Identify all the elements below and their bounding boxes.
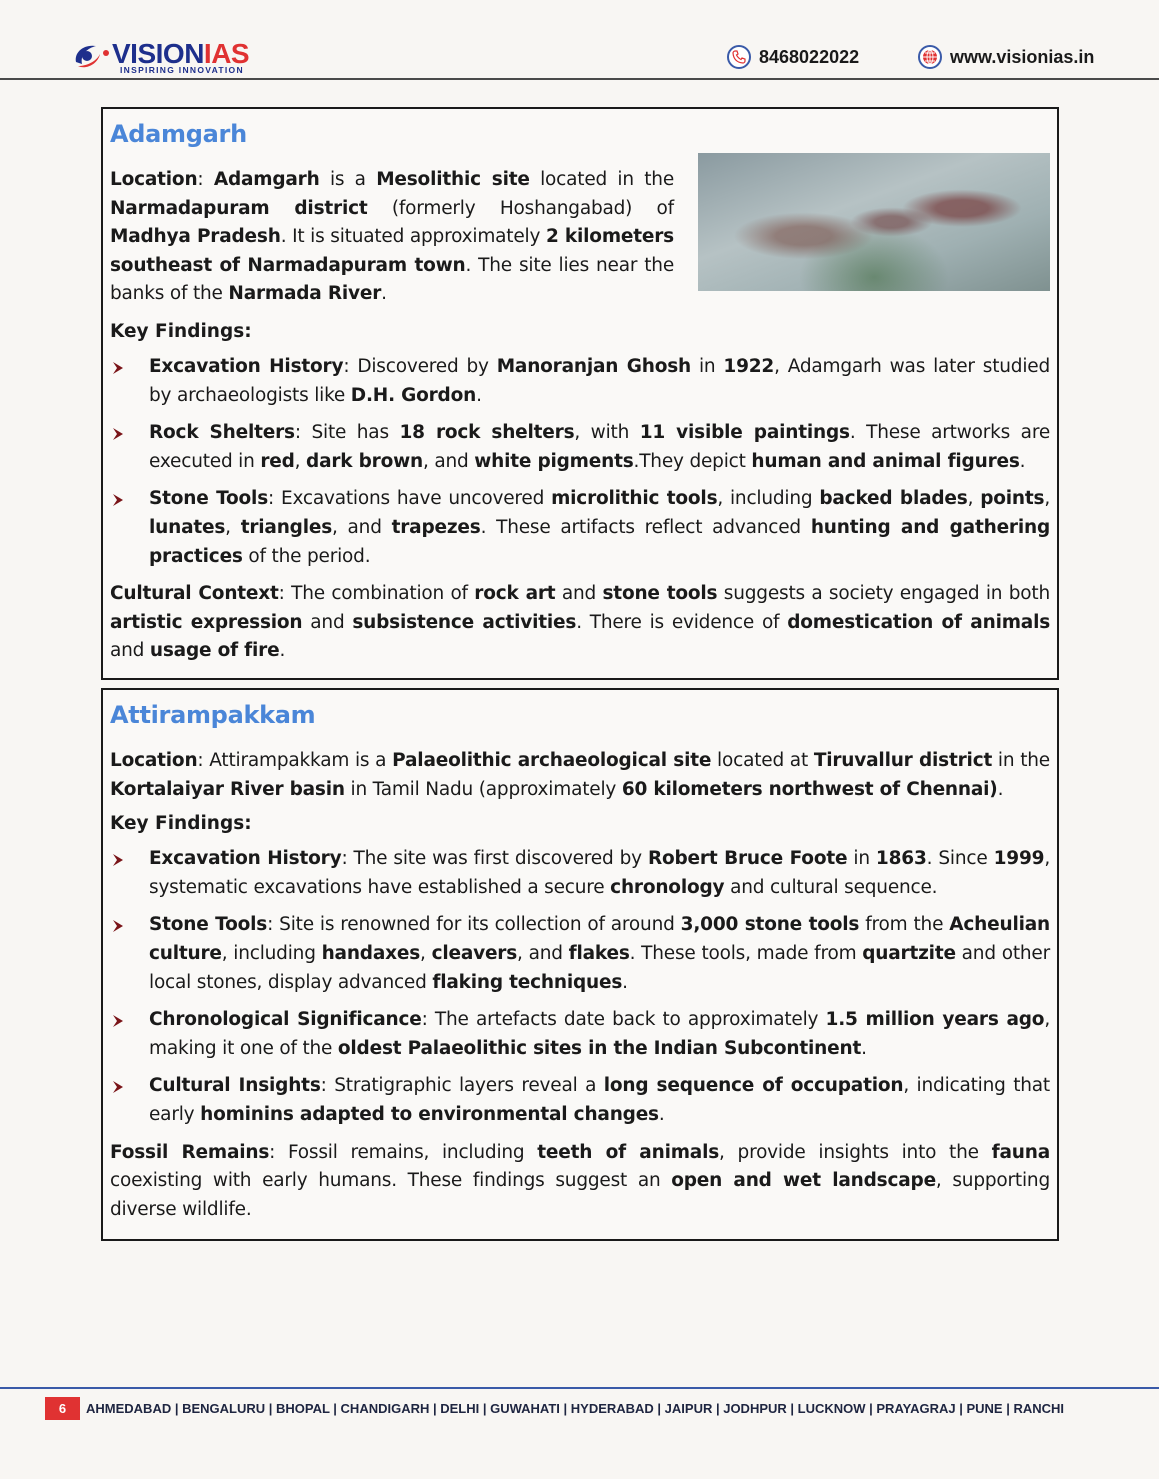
- logo-main-text: VISION: [112, 38, 204, 69]
- finding-item: [110, 845, 1050, 902]
- findings-list: [110, 845, 1050, 1129]
- logo-accent-text: IAS: [203, 38, 250, 69]
- section-title: Adamgarh: [110, 120, 247, 148]
- finding-item: [110, 419, 1050, 476]
- website-link[interactable]: www.visionias.in: [950, 46, 1095, 67]
- phone-icon: [727, 45, 751, 69]
- chevron-bullet-icon: [112, 1081, 124, 1093]
- finding-item: [110, 1072, 1050, 1129]
- chevron-bullet-icon: [112, 920, 124, 932]
- website-contact[interactable]: [918, 45, 1094, 69]
- finding-item: [110, 485, 1050, 571]
- finding-text: Cultural Insights: Stratigraphic layers reveal a long sequence of occupation, indicating that early hominins adapted to environmental changes.: [149, 1075, 1050, 1125]
- finding-text: Stone Tools: Site is renowned for its collection of around 3,000 stone tools from the Acheulian culture, including handaxes, cleavers, and flakes. These tools, made from quartzite and other local stones, display advanced flaking techniques.: [149, 914, 1050, 993]
- chevron-bullet-icon: [112, 428, 124, 440]
- location-text: : Attirampakkam is a Palaeolithic archaeological site located at Tiruvallur district in the Kortalaiyar River basin in Tamil Nadu (approximately 60 kilometers northwest of Chennai).: [110, 750, 1050, 800]
- finding-text: Excavation History: Discovered by Manoranjan Ghosh in 1922, Adamgarh was later studied by archaeologists like D.H. Gordon.: [149, 355, 1050, 406]
- location-block: [110, 166, 1050, 309]
- phone-number: 8468022022: [759, 46, 860, 67]
- logo-tagline: INSPIRING INNOVATION: [120, 65, 244, 75]
- finding-text: Stone Tools: Excavations have uncovered microlithic tools, including backed blades, points, lunates, triangles, and trapezes. These artifacts reflect advanced hunting and gathering practices of the period.: [149, 488, 1051, 567]
- location-text: : Adamgarh is a Mesolithic site located in the Narmadapuram district (formerly Hoshangabad) of Madhya Pradesh. It is situated approximately 2 kilometers southeast of Narmadapuram town. The site lies near the banks of the Narmada River.: [110, 169, 675, 305]
- chevron-bullet-icon: [112, 362, 124, 374]
- footer-divider: [0, 1387, 1159, 1389]
- globe-icon: [918, 45, 942, 69]
- findings-list: [110, 353, 1050, 571]
- location-label: Location: [110, 169, 198, 190]
- key-findings-heading: Key Findings:: [110, 813, 252, 835]
- location-paragraph: [110, 747, 1050, 804]
- page-footer: [45, 1397, 1064, 1420]
- visionias-logo[interactable]: [72, 40, 257, 76]
- logo-swoosh-icon: [72, 42, 102, 70]
- page-header: [0, 0, 1159, 80]
- logo-wordmark: [112, 40, 249, 68]
- cultural-context-paragraph: Cultural Context: The combination of rock art and stone tools suggests a society engaged in both artistic expression and subsistence activities. There is evidence of domestication of animals and usage of fire.: [110, 583, 1051, 662]
- chevron-bullet-icon: [112, 854, 124, 866]
- chevron-bullet-icon: [112, 1015, 124, 1027]
- chevron-bullet-icon: [112, 494, 124, 506]
- section-adamgarh: [101, 107, 1059, 680]
- key-findings-heading: Key Findings:: [110, 320, 252, 342]
- finding-item: [110, 353, 1050, 410]
- finding-text: Chronological Significance: The artefacts date back to approximately 1.5 million years ago, making it one of the oldest Palaeolithic sites in the Indian Subcontinent.: [149, 1009, 1050, 1059]
- logo-dot-icon: [103, 50, 109, 56]
- finding-item: [110, 911, 1050, 997]
- fossil-remains-paragraph: Fossil Remains: Fossil remains, including teeth of animals, provide insights into the fauna coexisting with early humans. These findings suggest an open and wet landscape, supporting diverse wildlife.: [110, 1141, 1050, 1220]
- phone-contact[interactable]: [727, 45, 859, 69]
- location-label: Location: [110, 750, 198, 771]
- finding-text: Rock Shelters: Site has 18 rock shelters, with 11 visible paintings. These artworks are executed in red, dark brown, and white pigments.They depict human and animal figures.: [149, 422, 1051, 472]
- section-attirampakkam: [101, 688, 1059, 1241]
- finding-item: [110, 1006, 1050, 1063]
- page-number-badge: 6: [45, 1397, 80, 1420]
- rock-painting-image: [698, 153, 1050, 291]
- location-paragraph: [110, 166, 674, 309]
- city-list: AHMEDABAD | BENGALURU | BHOPAL | CHANDIGARH | DELHI | GUWAHATI | HYDERABAD | JAIPUR | JODHPUR | LUCKNOW | PRAYAGRAJ | PUNE | RANCHI: [86, 1401, 1065, 1416]
- finding-text: Excavation History: The site was first discovered by Robert Bruce Foote in 1863. Since 1999, systematic excavations have established a secure chronology and cultural sequence.: [149, 848, 1050, 898]
- section-title: Attirampakkam: [110, 701, 316, 729]
